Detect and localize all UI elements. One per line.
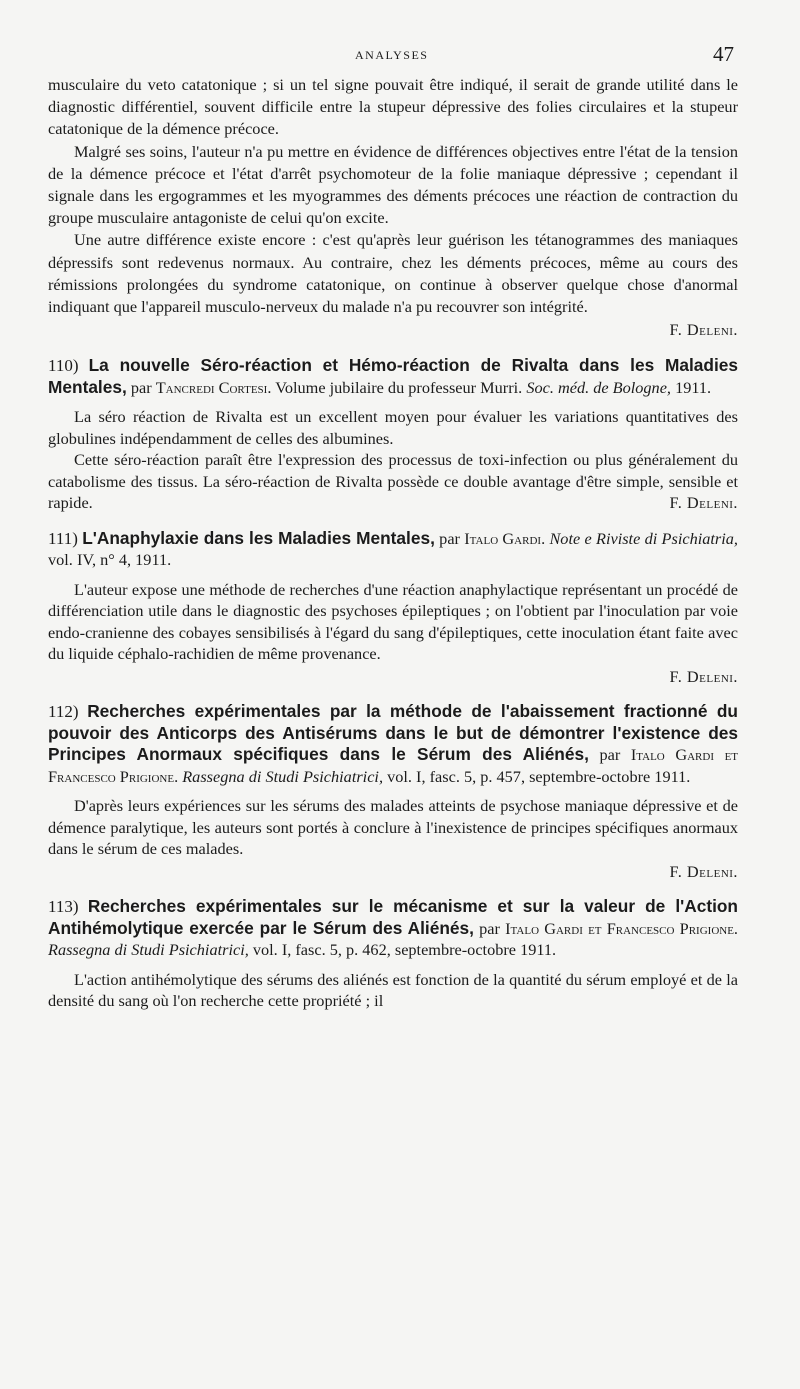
page-number: 47 (713, 42, 734, 66)
entry-by: par (439, 528, 460, 548)
continuation-paragraph: Une autre différence existe encore : c'est qu'après leur guérison les tétanogrammes des maniaques dépressifs sont redevenus normaux. Au contraire, chez les déments précoces, même au cours des rémissions prolongées du syndrome catatonique, on continue à observer quelque chose d'anormal indiquant que l'appareil musculo-nerveux du malade n'a pu recouvrer son intégrité. (48, 230, 738, 317)
entry-number: 110) (48, 356, 79, 376)
entry-authors: Italo Gardi. (464, 528, 546, 548)
entry-paragraph-text: Cette séro-réaction paraît être l'expression des processus de toxi-infection ou plus généralement du catabolisme des tissus. La séro-réaction de Rivalta possède ce double avantage d'être simple, sensible et rapide. (48, 450, 738, 513)
entry-authors: Italo Gardi et Francesco Prigione. (48, 745, 739, 786)
abstract-entry-113 (48, 896, 738, 1012)
entry-source: Note e Riviste di Psichiatria, (549, 528, 738, 548)
entry-source: Soc. méd. de Bologne, (526, 377, 671, 397)
entry-by: par (479, 918, 500, 938)
entry-source: Rassegna di Studi Psichiatrici, (48, 940, 249, 960)
running-title: ANALYSES (355, 48, 429, 62)
signature: F. Deleni. (669, 861, 738, 881)
entry-paragraph: D'après leurs expériences sur les sérums des malades atteints de psychose maniaque dépressive et de démence paralytique, les auteurs sont portés à conclure à l'inexistence de principes spécifiques anormaux dans le sérum de ces malades. (48, 796, 738, 859)
entry-paragraph (48, 449, 738, 514)
entry-title: L'Anaphylaxie dans les Maladies Mentales, (82, 527, 435, 548)
entry-number: 113) (48, 897, 79, 917)
entry-details: 1911. (675, 377, 712, 397)
abstract-entry-110 (48, 355, 738, 514)
entry-authors: Tancredi Cortesi. (155, 377, 272, 397)
entry-source: Rassegna di Studi Psichiatrici, (182, 766, 384, 786)
entry-details: vol. I, fasc. 5, p. 462, septembre-octobre 1911. (252, 940, 557, 960)
entry-number: 112) (48, 702, 79, 722)
entry-by: par (599, 745, 621, 765)
continuation-paragraph: musculaire du veto catatonique ; si un tel signe pouvait être indiqué, il serait de grande utilité dans le diagnostic différentiel, souvent difficile entre la stupeur dépressive des folies circulaires et la stupeur catatonique de la démence précoce. (48, 75, 738, 139)
entry-by: par (130, 377, 152, 397)
entry-heading (48, 528, 738, 571)
entry-paragraph: La séro réaction de Rivalta est un excellent moyen pour évaluer les variations quantitatives des globulines indépendamment de celles des albumines. (48, 407, 738, 448)
entry-authors: Italo Gardi et Francesco Prigione. (505, 918, 738, 938)
entry-paragraph: L'auteur expose une méthode de recherches d'une réaction anaphylactique représentant un procédé de différenciation utile dans le diagnostic des psychoses épileptiques ; on l'obtient par l'inoculation par voie endo-cranienne des cobayes sensibilisés à l'égard du sang d'épileptiques, cette inoculation étant faite avec du liquide céphalo-rachidien de même provenance. (48, 579, 738, 664)
signature: F. Deleni. (669, 493, 738, 513)
entry-heading (48, 701, 738, 787)
entry-title: Recherches expérimentales sur le mécanisme et sur la valeur de l'Action Antihémolytique exercée par le Sérum des Aliénés, (48, 896, 738, 938)
entry-number: 111) (48, 528, 78, 548)
entry-title: La nouvelle Séro-réaction et Hémo-réaction de Rivalta dans les Maladies Mentales, (48, 355, 739, 397)
entry-details: vol. I, fasc. 5, p. 457, septembre-octobre 1911. (387, 766, 691, 786)
entry-heading (48, 896, 738, 961)
signature: F. Deleni. (669, 666, 738, 686)
abstract-entry-112 (48, 701, 738, 882)
entry-title: Recherches expérimentales par la méthode de l'abaissement fractionné du pouvoir des Anticorps des Antisérums dans le but de démontrer l'existence des Principes Anormaux spécifiques dans le Sérum des Aliénés, (48, 701, 738, 765)
page-header (0, 40, 800, 70)
entry-paragraph: L'action antihémolytique des sérums des aliénés est fonction de la quantité du sérum employé et de la densité du sang où l'on recherche cette propriété ; il (48, 969, 738, 1011)
abstract-entry-111 (48, 528, 738, 688)
entry-details: vol. IV, n° 4, 1911. (48, 550, 172, 570)
entry-heading (48, 355, 738, 398)
page-body (48, 74, 738, 1012)
signature: F. Deleni. (669, 320, 738, 340)
continuation-paragraph: Malgré ses soins, l'auteur n'a pu mettre en évidence de différences objectives entre l'état de la tension de la démence précoce et l'état d'arrêt psychomoteur de la folie maniaque dépressive ; cependant il signale dans les ergogrammes et les myogrammes des déments précoces une réaction de contraction du groupe musculaire antagoniste de celui qu'on excite. (48, 141, 738, 228)
entry-plain-source: Volume jubilaire du professeur Murri. (275, 377, 523, 397)
